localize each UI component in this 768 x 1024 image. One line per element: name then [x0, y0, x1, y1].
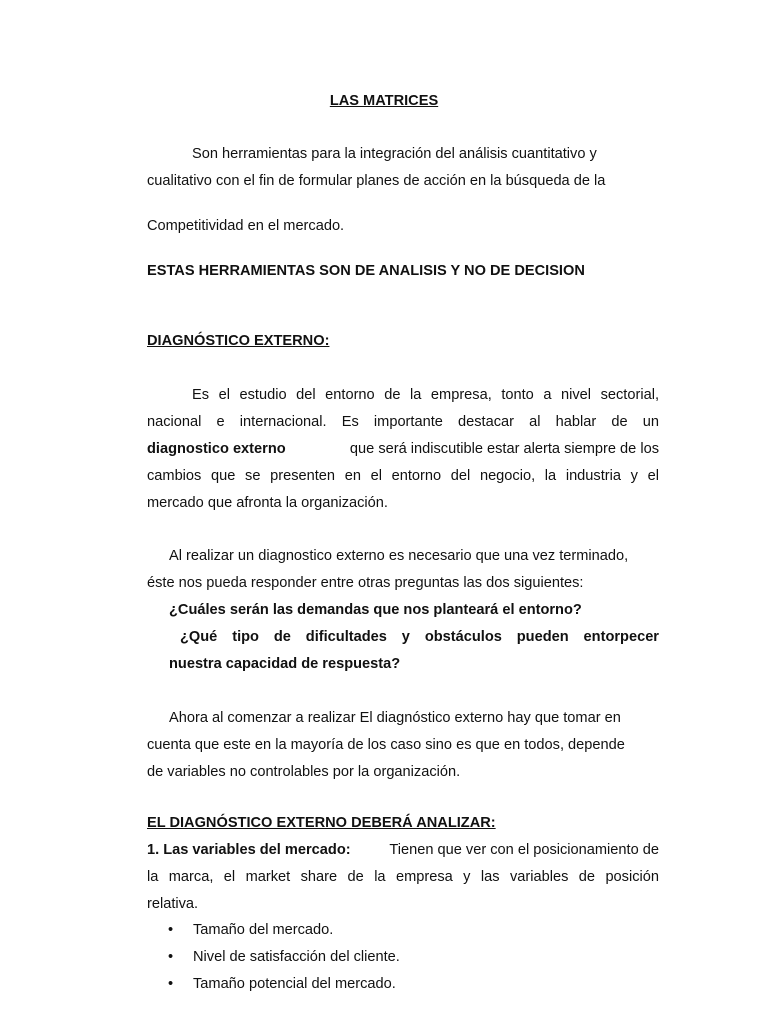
bullet-item: Tamaño potencial del mercado.	[193, 976, 396, 992]
intro-line-1: Son herramientas para la integración del análisis cuantitativo y	[192, 146, 597, 162]
list-item-1-line-3: relativa.	[147, 896, 199, 912]
section-heading-diagnostico-externo: DIAGNÓSTICO EXTERNO:	[147, 333, 330, 349]
list-item-1-text: Tienen que ver con el posicionamiento de	[389, 842, 659, 858]
paragraph-line: Es el estudio del entorno de la empresa, tonto a nivel sectorial,	[192, 387, 659, 403]
paragraph-line: cambios que se presenten en el entorno del negocio, la industria y el	[147, 468, 659, 484]
paragraph-line: Al realizar un diagnostico externo es necesario que una vez terminado,	[169, 548, 629, 564]
bullet-icon: •	[168, 949, 174, 965]
statement-heading: ESTAS HERRAMIENTAS SON DE ANALISIS Y NO DE DECISION	[147, 263, 585, 279]
paragraph-line: nacional e internacional. Es importante destacar al hablar de un	[147, 414, 659, 430]
page-title: LAS MATRICES	[329, 93, 439, 109]
question-1: ¿Cuáles serán las demandas que nos planteará el entorno?	[169, 602, 582, 618]
intro-line-2: cualitativo con el fin de formular planes de acción en la búsqueda de la	[147, 173, 606, 189]
list-item-1-line-2: la marca, el market share de la empresa y las variables de posición	[147, 869, 659, 885]
list-item-1-label: 1. Las variables del mercado:	[147, 842, 351, 858]
paragraph-line: Ahora al comenzar a realizar El diagnóstico externo hay que tomar en	[169, 710, 621, 726]
bold-term: diagnostico externo	[147, 441, 286, 457]
intro-line-3: Competitividad en el mercado.	[147, 218, 345, 234]
bullet-item: Nivel de satisfacción del cliente.	[193, 949, 400, 965]
bullet-item: Tamaño del mercado.	[193, 922, 334, 938]
paragraph-text: que será indiscutible estar alerta siempre de los	[349, 441, 659, 457]
section-heading-analizar: EL DIAGNÓSTICO EXTERNO DEBERÁ ANALIZAR:	[147, 815, 496, 831]
paragraph-line	[147, 440, 659, 458]
question-2-line-2: nuestra capacidad de respuesta?	[169, 656, 401, 672]
bullet-icon: •	[168, 922, 174, 938]
paragraph-line: de variables no controlables por la organización.	[147, 764, 461, 780]
bullet-icon: •	[168, 976, 174, 992]
question-2-line-1: ¿Qué tipo de dificultades y obstáculos pueden entorpecer	[180, 629, 659, 645]
paragraph-line: mercado que afronta la organización.	[147, 495, 388, 511]
paragraph-line: éste nos pueda responder entre otras preguntas las dos siguientes:	[147, 575, 584, 591]
list-item-1-line-1	[147, 841, 659, 859]
paragraph-line: cuenta que este en la mayoría de los caso sino es que en todos, depende	[147, 737, 625, 753]
